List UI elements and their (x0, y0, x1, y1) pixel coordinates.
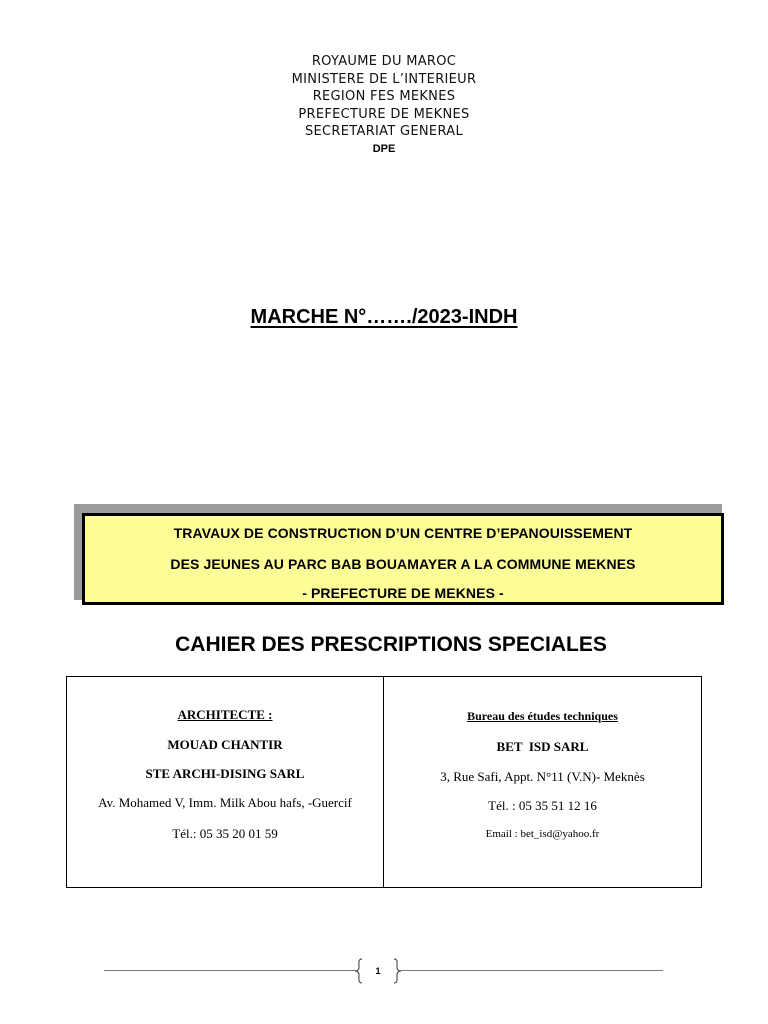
bet-address: 3, Rue Safi, Appt. N°11 (V.N)- Meknès (440, 769, 645, 784)
bet-email: Email : bet_isd@yahoo.fr (485, 828, 600, 840)
header-line-ministry: MINISTERE DE L’INTERIEUR (291, 71, 477, 87)
architect-company: STE ARCHI-DISING SARL (145, 766, 305, 781)
header-line-kingdom: ROYAUME DU MAROC (311, 54, 457, 69)
architect-address: Av. Mohamed V, Imm. Milk Abou hafs, -Guercif (98, 795, 352, 810)
title-box (82, 513, 724, 605)
header-block (0, 53, 768, 157)
architect-heading: ARCHITECTE : (177, 707, 273, 722)
architect-name: MOUAD CHANTIR (167, 737, 283, 752)
page-number: 1 (375, 966, 381, 976)
title-line-3: - PREFECTURE DE MEKNES - (302, 585, 504, 601)
bet-cell (384, 677, 701, 887)
architect-phone: Tél.: 05 35 20 01 59 (172, 826, 278, 841)
footer-rule-left (104, 970, 355, 971)
marche-number: MARCHE N°……./2023-INDH (250, 306, 518, 328)
footer-rule-right (401, 970, 663, 971)
title-line-2: DES JEUNES AU PARC BAB BOUAMAYER A LA COMMUNE MEKNES (170, 556, 636, 572)
contacts-table (66, 676, 702, 888)
bet-name: BET ISD SARL (496, 739, 589, 754)
header-dpe: DPE (372, 142, 396, 155)
header-line-secretariat: SECRETARIAT GENERAL (304, 124, 463, 139)
architect-cell (67, 677, 384, 887)
bet-heading: Bureau des études techniques (467, 709, 618, 723)
bet-phone: Tél. : 05 35 51 12 16 (488, 798, 597, 813)
header-line-region: REGION FES MEKNES (312, 89, 456, 104)
document-title: CAHIER DES PRESCRIPTIONS SPECIALES (175, 633, 607, 656)
title-line-1: TRAVAUX DE CONSTRUCTION D’UN CENTRE D’EPANOUISSEMENT (173, 525, 633, 541)
header-line-prefecture: PREFECTURE DE MEKNES (298, 106, 470, 122)
